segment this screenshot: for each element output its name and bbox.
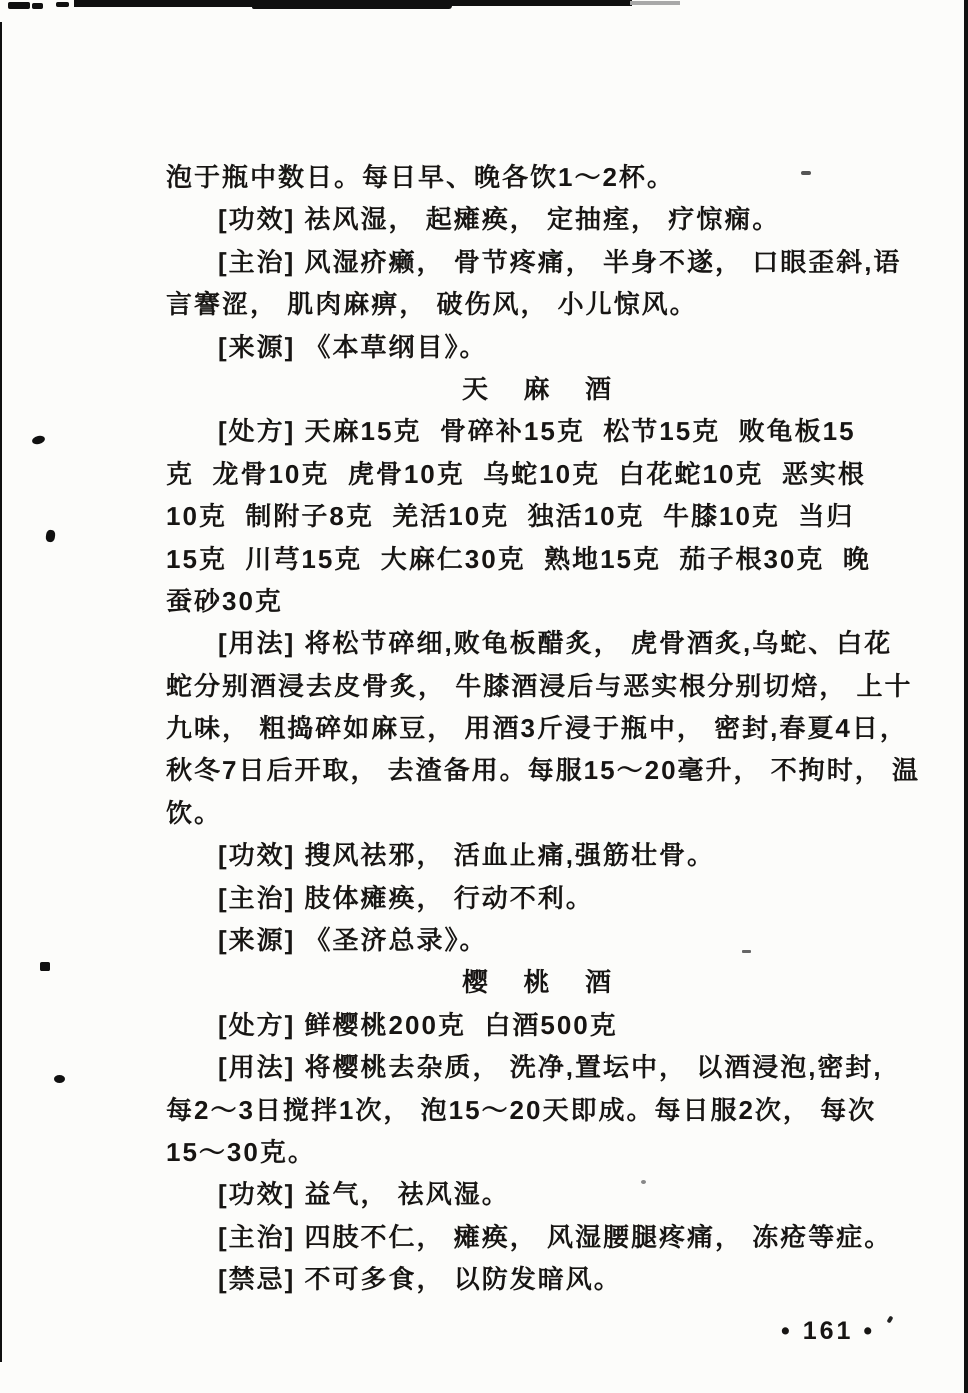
text-line: [禁忌] 不可多食， 以防发暗风。 bbox=[218, 1264, 622, 1295]
scan-artifact-top-bar bbox=[448, 0, 632, 6]
text-line: [功效] 祛风湿， 起瘫痪， 定抽痓， 疗惊痫。 bbox=[218, 204, 781, 235]
text-line: 克 龙骨10克 虎骨10克 乌蛇10克 白花蛇10克 恶实根 bbox=[166, 458, 866, 489]
scan-artifact-top-blob bbox=[32, 3, 43, 9]
text-line: 言謇涩， 肌肉麻痹， 破伤风， 小儿惊风。 bbox=[166, 289, 698, 320]
text-line: [来源] 《圣济总录》。 bbox=[218, 925, 488, 956]
text-line: 九味， 粗捣碎如麻豆， 用酒3斤浸于瓶中， 密封,春夏4日， bbox=[166, 713, 908, 744]
text-line: 蛇分别酒浸去皮骨炙， 牛膝酒浸后与恶实根分别切焙， 上十 bbox=[166, 670, 913, 701]
ink-speck bbox=[54, 1075, 65, 1083]
ink-speck bbox=[887, 1315, 894, 1323]
page-number: • 161 • bbox=[781, 1317, 876, 1345]
text-line: 10克 制附子8克 羌活10克 独活10克 牛膝10克 当归 bbox=[166, 501, 855, 532]
scan-artifact-top-blob bbox=[8, 2, 30, 9]
text-line: [功效] 搜风祛邪， 活血止痛,强筋壮骨。 bbox=[218, 840, 715, 871]
scan-artifact-top-bar bbox=[252, 0, 452, 9]
text-block bbox=[166, 156, 920, 1301]
ink-speck bbox=[40, 962, 50, 971]
scan-artifact-top-bar bbox=[74, 0, 256, 7]
scan-artifact-top-smear bbox=[630, 1, 680, 5]
page-edge-line-left bbox=[0, 22, 2, 1362]
text-line: 秋冬7日后开取， 去渣备用。每服15～20毫升， 不拘时， 温 bbox=[166, 755, 920, 786]
text-line: 15克 川芎15克 大麻仁30克 熟地15克 茄子根30克 晚 bbox=[166, 543, 871, 574]
text-line: 蚕砂30克 bbox=[166, 585, 283, 616]
text-line: 泡于瓶中数日。每日早、晚各饮1～2杯。 bbox=[166, 162, 675, 192]
text-line: [用法] 将樱桃去杂质， 洗净,置坛中， 以酒浸泡,密封, bbox=[218, 1052, 883, 1083]
text-line: [来源] 《本草纲目》。 bbox=[218, 331, 488, 362]
text-line: [主治] 四肢不仁， 瘫痪， 风湿腰腿疼痛， 冻疮等症。 bbox=[218, 1221, 893, 1252]
recipe-title: 樱 桃 酒 bbox=[462, 967, 618, 998]
text-line: [处方] 鲜樱桃200克 白酒500克 bbox=[218, 1009, 618, 1040]
text-line: [处方] 天麻15克 骨碎补15克 松节15克 败龟板15 bbox=[218, 416, 856, 447]
text-line: 15～30克。 bbox=[166, 1136, 316, 1167]
ink-speck bbox=[31, 435, 46, 446]
page-edge-line-right bbox=[964, 0, 968, 1393]
text-line: [功效] 益气， 祛风湿。 bbox=[218, 1179, 510, 1210]
text-line: [主治] 风湿疥癞， 骨节疼痛， 半身不遂， 口眼歪斜,语 bbox=[218, 246, 902, 277]
text-line: 每2～3日搅拌1次， 泡15～20天即成。每日服2次， 每次 bbox=[166, 1094, 877, 1125]
scan-artifact-top-blob bbox=[56, 2, 69, 7]
text-line: [用法] 将松节碎细,败龟板醋炙， 虎骨酒炙,乌蛇、白花 bbox=[218, 628, 893, 659]
ink-speck bbox=[45, 529, 56, 542]
recipe-title: 天 麻 酒 bbox=[462, 373, 618, 404]
text-line: [主治] 肢体瘫痪， 行动不利。 bbox=[218, 882, 594, 913]
text-line: 饮。 bbox=[166, 797, 223, 828]
